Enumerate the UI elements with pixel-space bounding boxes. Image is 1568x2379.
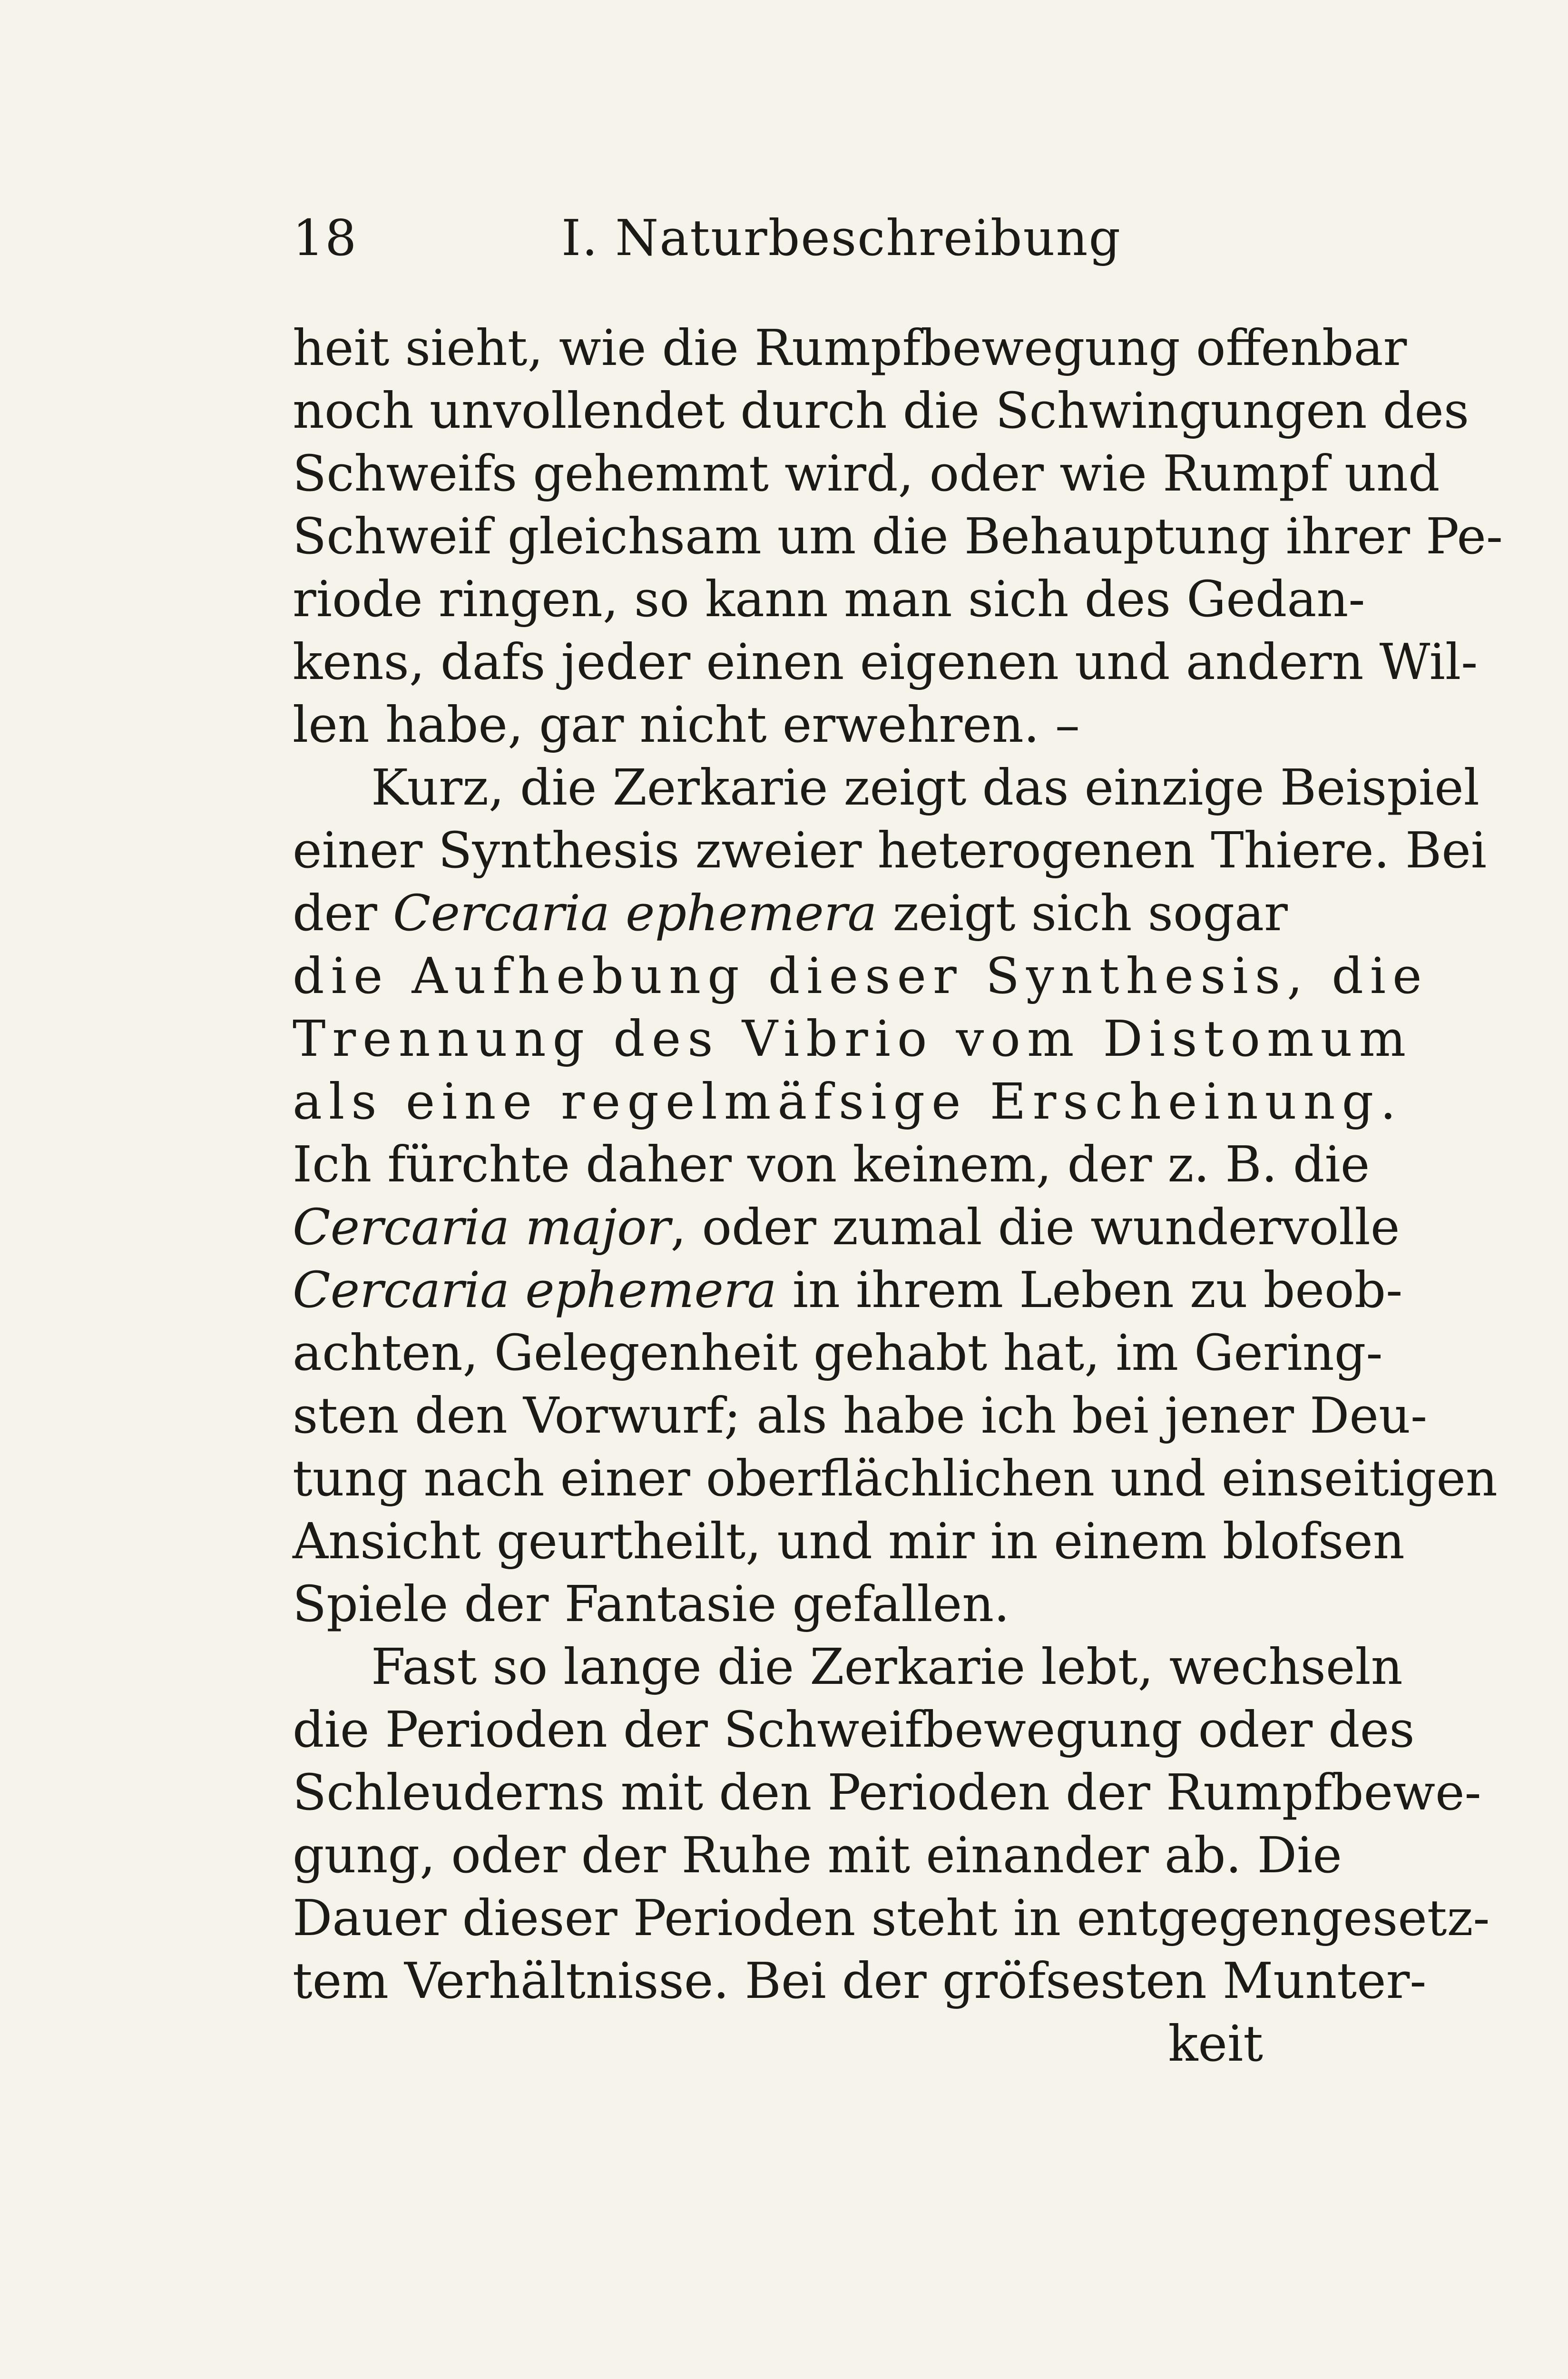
text-line: Schweif gleichsam um die Behauptung ihrer Pe- xyxy=(293,507,1503,565)
paragraph-start-line: Fast so lange die Zerkarie lebt, wechseln xyxy=(371,1638,1403,1696)
text-segment: , oder zumal die wundervolle xyxy=(670,1198,1400,1256)
italic-species-name: Cercaria ephemera xyxy=(293,1261,777,1319)
italic-species-name: Cercaria ephemera xyxy=(392,884,877,942)
text-line: kens, dafs jeder einen eigenen und andern Wil- xyxy=(293,633,1478,691)
text-line: Trennung des Vibrio vom Distomum xyxy=(293,1010,1413,1068)
text-line-with-italic xyxy=(293,1258,1403,1321)
text-line: achten, Gelegenheit gehabt hat, im Gering- xyxy=(293,1324,1383,1382)
page-header xyxy=(293,205,1263,271)
text-line: Ansicht geurtheilt, und mir in einem blofsen xyxy=(293,1512,1405,1570)
text-line: gung, oder der Ruhe mit einander ab. Die xyxy=(293,1826,1342,1884)
text-line: einer Synthesis zweier heterogenen Thiere. Bei xyxy=(293,821,1487,879)
text-line: als eine regelmäfsige Erscheinung. xyxy=(293,1072,1403,1131)
text-line: sten den Vorwurf; als habe ich bei jener Deu- xyxy=(293,1386,1428,1445)
text-line: tem Verhältnisse. Bei der gröfsesten Munter- xyxy=(293,1952,1427,2010)
text-line: Schleuderns mit den Perioden der Rumpfbewe- xyxy=(293,1763,1481,1821)
text-segment: in ihrem Leben zu beob- xyxy=(776,1261,1403,1319)
text-line: Dauer dieser Perioden steht in entgegengesetz- xyxy=(293,1889,1490,1947)
running-head: I. Naturbeschreibung xyxy=(561,209,1122,267)
paragraph-start-line: Kurz, die Zerkarie zeigt das einzige Beispiel xyxy=(371,758,1480,816)
text-line: die Perioden der Schweifbewegung oder des xyxy=(293,1701,1415,1759)
body-text xyxy=(293,316,1503,2075)
text-line-with-italic xyxy=(293,882,1288,944)
text-segment: zeigt sich sogar xyxy=(877,884,1288,942)
page-number: 18 xyxy=(293,209,358,267)
text-segment: der xyxy=(293,884,393,942)
text-line: die Aufhebung dieser Synthesis, die xyxy=(293,947,1429,1005)
text-line: heit sieht, wie die Rumpfbewegung offenbar xyxy=(293,319,1407,377)
text-line: noch unvollendet durch die Schwingungen des xyxy=(293,382,1470,440)
text-line: len habe, gar nicht erwehren. – xyxy=(293,696,1080,754)
text-line: tung nach einer oberflächlichen und einseitigen xyxy=(293,1449,1498,1507)
text-line-with-italic xyxy=(293,1196,1400,1258)
text-line: Spiele der Fantasie gefallen. xyxy=(293,1575,1010,1633)
text-line: Ich fürchte daher von keinem, der z. B. die xyxy=(293,1135,1370,1193)
italic-species-name: Cercaria major xyxy=(293,1198,671,1256)
catchword: keit xyxy=(1168,2015,1263,2073)
text-line: riode ringen, so kann man sich des Gedan- xyxy=(293,570,1365,628)
text-line: Schweifs gehemmt wird, oder wie Rumpf und xyxy=(293,444,1440,502)
